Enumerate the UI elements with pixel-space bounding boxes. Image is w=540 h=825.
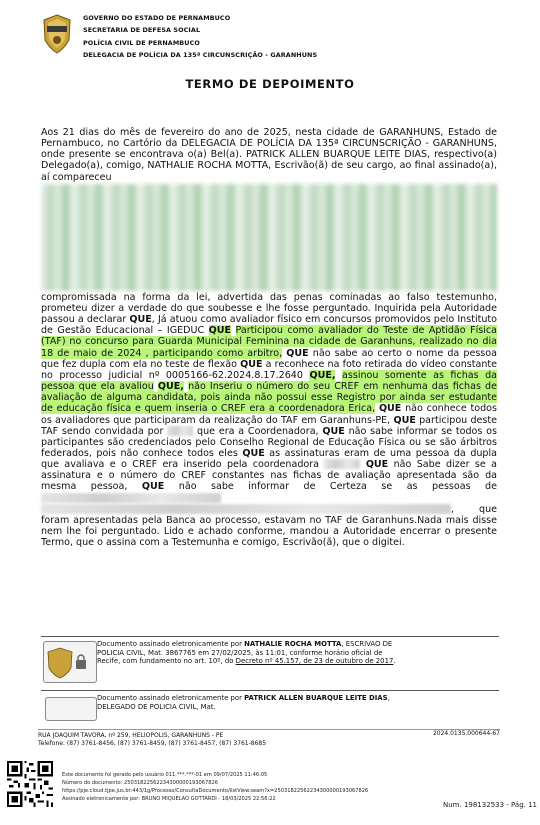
body-text: não sabe informar se todos os participantes são credenciados pelo Conselho Regional de Educação Física ou se são árbitros federados, pois não conhece todos eles <box>41 425 497 459</box>
signature-end: . <box>393 657 396 666</box>
metadata-line: Assinado eletronicamente por: BRUNO MIQUELAO GOTTARDI - 18/03/2025 22:56:22 <box>62 796 276 803</box>
que-marker: QUE <box>240 358 263 370</box>
decree-link[interactable]: Decreto nº 45.157, de 23 de outubro de 2017 <box>235 657 394 666</box>
body-text: participou deste TAF sendo convidada por <box>41 414 497 437</box>
que-marker: QUE <box>208 325 232 337</box>
footer-reference: 2024.0135.000644-67 <box>432 730 500 737</box>
signature-block <box>41 636 499 687</box>
deposition-body <box>41 127 497 548</box>
que-marker: QUE, <box>309 369 336 381</box>
redacted-name <box>324 459 360 469</box>
redacted-names <box>41 504 451 514</box>
body-text: não Sabe dizer se a assinatura e o número do CREF constantes nas fichas de avaliação apresentada são da mesma pessoa, <box>41 459 497 493</box>
redacted-name <box>41 493 221 503</box>
signature-text <box>97 694 397 711</box>
signature-seal <box>45 697 97 721</box>
metadata-line: Número do documento: 25031822562234300000193067826 <box>62 780 218 787</box>
signature-details: , ESCRIVAO DE POLICIA CIVIL, Mat. 3867765 em 27/02/2025, às 11:01, conforme horário oficial de Recife, com fundamento no art. 10º, do <box>97 640 393 666</box>
document-metadata <box>62 771 368 803</box>
signature-seal <box>43 641 97 683</box>
document-header <box>40 12 510 64</box>
redacted-name <box>167 426 193 436</box>
footer-phones: Telefone: (87) 3761-8456, (87) 3761-8459, (87) 3761-8457, (87) 3761-8685 <box>38 740 267 747</box>
signature-prefix: Documento assinado eletronicamente por <box>97 640 245 648</box>
highlighted-text: assinou somente as fichas da pessoa que ela avaliou <box>41 369 497 393</box>
signer-name: PATRICK ALLEN BUARQUE LEITE DIAS <box>244 694 388 702</box>
que-marker: QUE <box>141 481 165 493</box>
header-line: GOVERNO DO ESTADO DE PERNAMBUCO <box>83 14 231 22</box>
body-text: , que foram apresentadas pela Banca ao processo, estavam no TAF de Garanhuns.Nada mais disse nem lhe foi perguntado. Lido e achado conforme, mandou a Autoridade encerrar o presente Termo, que o assina com a Testemunha e comigo, Escrivão(ã), que o digitei. <box>41 503 497 549</box>
highlighted-text: não Inseriu o número do seu CREF em nenhuma das fichas de avaliação de alguma candidata, pois ainda não possui esse Registro por ainda ser estudante de educação física e quem inseria o CREF era a coordenadora Erica, <box>41 381 497 415</box>
que-marker: QUE <box>242 447 265 459</box>
header-line: SECRETARIA DE DEFESA SOCIAL <box>83 26 201 35</box>
page-number: Num. 198132533 - Pág. 11 <box>443 801 537 809</box>
footer-address: RUA JOAQUIM TAVORA, nº 259, HELIOPOLIS, GARANHUNS - PE <box>38 732 224 739</box>
signer-name: NATHALIE ROCHA MOTTA <box>244 640 342 648</box>
que-marker: QUE <box>322 425 345 437</box>
signature-block <box>41 690 499 721</box>
signature-text <box>97 640 397 666</box>
que-marker: QUE <box>129 314 152 326</box>
body-text: as assinaturas eram de uma pessoa da dupla que avaliava e o CREF era inserido pela coordenadora <box>41 447 497 471</box>
body-text: não conhece todos os avaliadores que participaram da realização do TAF em Garanhuns-PE, <box>41 403 497 426</box>
header-line: POLÍCIA CIVIL DE PERNAMBUCO <box>83 38 200 47</box>
body-text: a reconhece na foto retirada do vídeo constante no processo judicial nº 0005166-62.2024.8.17.2640 <box>41 358 497 381</box>
metadata-line: Este documento foi gerado pelo usuário 011.***.***-01 em 09/07/2025 11:46:05 <box>62 772 268 778</box>
highlighted-text: Participou como avaliador do Teste de Aptidão Física (TAF) no concurso para Guarda Municipal Feminina na cidade de Garanhuns, realizado no dia 18 de maio de 2024 , participando como arbitro, <box>41 325 497 359</box>
que-marker: QUE, <box>157 381 184 393</box>
signature-prefix: Documento assinado eletronicamente por <box>97 694 245 702</box>
redacted-block <box>41 184 497 291</box>
police-badge-icon <box>44 642 96 682</box>
que-marker: QUE <box>286 347 309 359</box>
body-text: compromissada na forma da lei, advertida das penas cominadas ao falso testemunho, prometeu dizer a verdade do que soubesse e lhe fosse perguntado. Inquirida pela Autoridade passou a declarar <box>41 291 497 326</box>
body-text: Aos 21 dias do mês de fevereiro do ano de 2025, nesta cidade de GARANHUNS, Estado de Pernambuco, no Cartório da DELEGACIA DE POLÍCIA DA 135ª CIRCUNSCRIÇÃO - GARANHUNS, onde presente se encontrava o(a) Bel(a). PATRICK ALLEN BUARQUE LEITE DIAS, respectivo(a) Delegado(a), comigo, NATHALIE ROCHA MOTTA, Escrivão(ã) de seu cargo, ao final assinado(a), aí compareceu <box>41 127 497 183</box>
signature-details: , DELEGADO DE POLICIA CIVIL, Mat. <box>97 694 390 711</box>
body-text: , Já atuou como avaliador físico em concursos promovidos pelo Instituto de Gestão Educacional – IGEDUC <box>41 314 497 337</box>
qr-code-icon <box>7 761 53 807</box>
body-text: que era a Coordenadora, <box>197 425 319 437</box>
body-text: não sabe ao certo o nome da pessoa que fez dupla com ela no teste de flexão <box>41 347 497 370</box>
que-marker: QUE <box>378 403 402 415</box>
que-marker: QUE <box>365 459 389 471</box>
document-footer <box>38 729 500 748</box>
body-text: não sabe informar de Certeza se as pessoas de <box>178 481 497 493</box>
police-badge-icon <box>42 14 72 54</box>
header-lines <box>83 12 317 62</box>
header-line: DELEGACIA DE POLÍCIA DA 135ª CIRCUNSCRIÇÃO - GARANHUNS <box>83 51 318 60</box>
metadata-line[interactable]: https://pje.cloud.tjpe.jus.br:443/1g/Processo/ConsultaDocumento/listView.seam?x=25031822562234300000193067826 <box>62 788 369 795</box>
que-marker: QUE <box>393 414 416 426</box>
document-title: TERMO DE DEPOIMENTO <box>185 77 355 91</box>
